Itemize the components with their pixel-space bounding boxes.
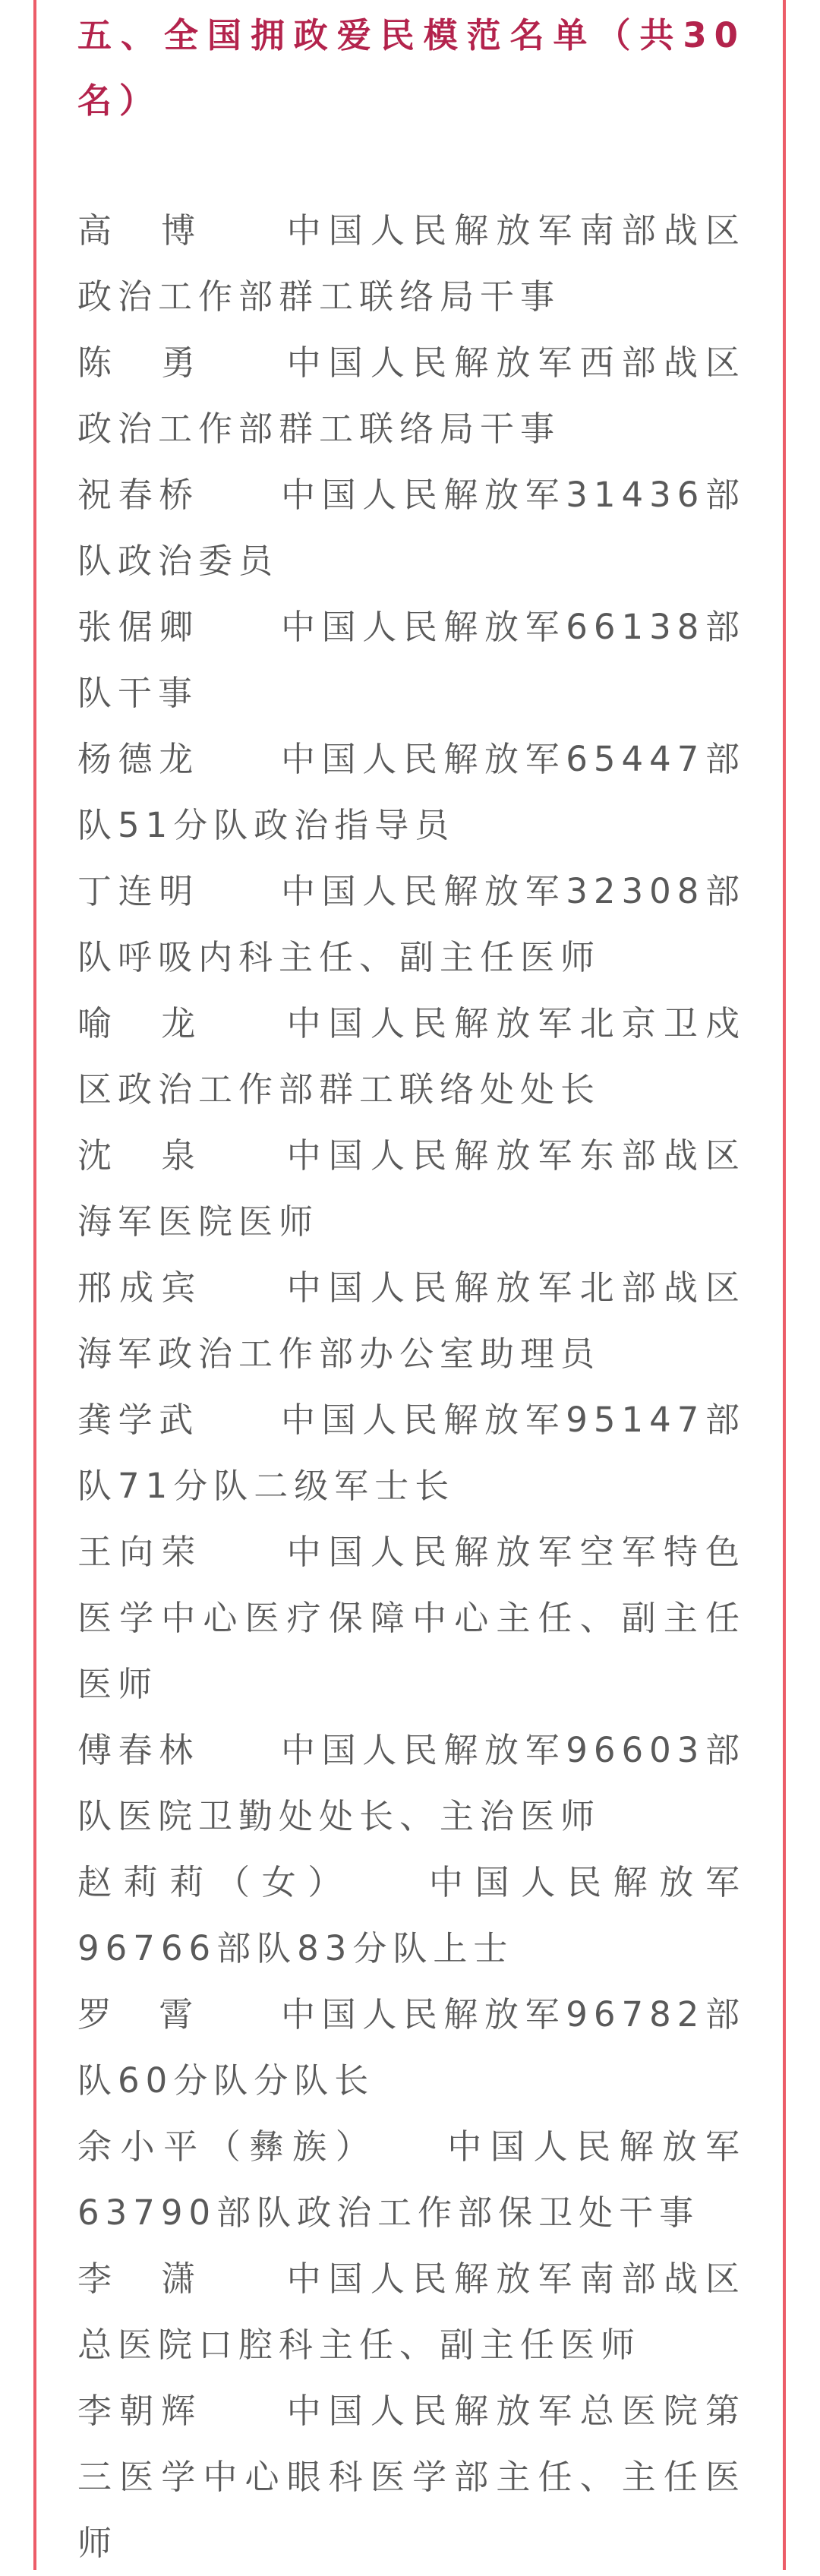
name-affiliation-gap — [200, 871, 281, 911]
model-name: 喻 龙 — [77, 1003, 203, 1043]
model-name: 陈 勇 — [77, 343, 203, 383]
model-list-entry — [77, 726, 746, 858]
model-list-entry — [77, 1519, 746, 1717]
model-list-entry — [77, 594, 746, 726]
model-affiliation: 中国人民解放军66138部队干事 — [77, 607, 746, 713]
model-name: 李 潇 — [77, 2259, 203, 2299]
model-affiliation: 中国人民解放军32308部队呼吸内科主任、副主任医师 — [77, 871, 746, 977]
model-name: 龚学武 — [77, 1400, 200, 1440]
name-affiliation-gap — [203, 1135, 286, 1176]
model-affiliation: 中国人民解放军95147部队71分队二级军士长 — [77, 1400, 746, 1506]
name-affiliation-gap — [203, 2259, 286, 2299]
model-name: 张倨卿 — [77, 607, 200, 647]
model-name: 丁连明 — [77, 871, 200, 911]
model-list-entry — [77, 2378, 746, 2576]
name-affiliation-gap — [203, 1267, 286, 1308]
model-name: 李朝辉 — [77, 2391, 203, 2431]
model-affiliation: 中国人民解放军63790部队政治工作部保卫处干事 — [77, 2126, 746, 2233]
model-list-entry — [77, 330, 746, 462]
name-affiliation-gap — [200, 607, 281, 647]
model-list-entry — [77, 1387, 746, 1519]
name-affiliation-gap — [200, 475, 281, 515]
model-name: 高 博 — [77, 210, 203, 251]
article-frame — [33, 0, 786, 2570]
model-affiliation: 中国人民解放军96766部队83分队上士 — [77, 1862, 746, 1968]
model-name: 祝春桥 — [77, 475, 200, 515]
model-list-entry — [77, 2246, 746, 2378]
model-name: 余小平（彝族） — [77, 2126, 361, 2167]
model-affiliation: 中国人民解放军西部战区政治工作部群工联络局干事 — [77, 343, 746, 449]
model-name: 王向荣 — [77, 1532, 203, 1572]
model-list-entry — [77, 990, 746, 1122]
model-name: 罗 霄 — [77, 1994, 200, 2035]
model-affiliation: 中国人民解放军65447部队51分队政治指导员 — [77, 739, 746, 845]
model-list — [77, 197, 746, 2576]
model-affiliation: 中国人民解放军96782部队60分队分队长 — [77, 1994, 746, 2101]
model-affiliation: 中国人民解放军96603部队医院卫勤处处长、主治医师 — [77, 1730, 746, 1836]
model-list-entry — [77, 858, 746, 990]
model-list-entry — [77, 197, 746, 330]
model-list-entry — [77, 2114, 746, 2246]
model-affiliation: 中国人民解放军东部战区海军医院医师 — [77, 1135, 746, 1242]
name-affiliation-gap — [200, 739, 281, 779]
model-affiliation: 中国人民解放军南部战区总医院口腔科主任、副主任医师 — [77, 2259, 746, 2365]
name-affiliation-gap — [200, 1730, 281, 1770]
model-affiliation: 中国人民解放军南部战区政治工作部群工联络局干事 — [77, 210, 746, 317]
model-name: 傅春林 — [77, 1730, 200, 1770]
section-title: 五、全国拥政爱民模范名单（共30名） — [77, 15, 746, 121]
model-affiliation: 中国人民解放军北部战区海军政治工作部办公室助理员 — [77, 1267, 746, 1374]
model-affiliation: 中国人民解放军空军特色医学中心医疗保障中心主任、副主任医师 — [77, 1532, 746, 1704]
name-affiliation-gap — [203, 2391, 286, 2431]
model-list-entry — [77, 1122, 746, 1255]
model-name: 杨德龙 — [77, 739, 200, 779]
model-affiliation: 中国人民解放军31436部队政治委员 — [77, 475, 746, 581]
model-name: 赵莉莉（女） — [77, 1862, 337, 1902]
name-affiliation-gap — [203, 210, 286, 251]
name-affiliation-gap — [200, 1994, 281, 2035]
name-affiliation-gap — [203, 1003, 286, 1043]
model-affiliation: 中国人民解放军总医院第三医学中心眼科医学部主任、主任医师 — [77, 2391, 746, 2563]
model-list-entry — [77, 462, 746, 594]
name-affiliation-gap — [200, 1400, 281, 1440]
model-affiliation: 中国人民解放军北京卫戍区政治工作部群工联络处处长 — [77, 1003, 746, 1110]
model-list-entry — [77, 1849, 746, 1981]
model-name: 邢成宾 — [77, 1267, 203, 1308]
name-affiliation-gap — [203, 1532, 286, 1572]
name-affiliation-gap — [203, 343, 286, 383]
name-affiliation-gap — [337, 1862, 429, 1902]
name-affiliation-gap — [361, 2126, 447, 2167]
model-list-entry — [77, 1255, 746, 1387]
model-list-entry — [77, 1981, 746, 2114]
model-name: 沈 泉 — [77, 1135, 203, 1176]
model-list-entry — [77, 1717, 746, 1849]
